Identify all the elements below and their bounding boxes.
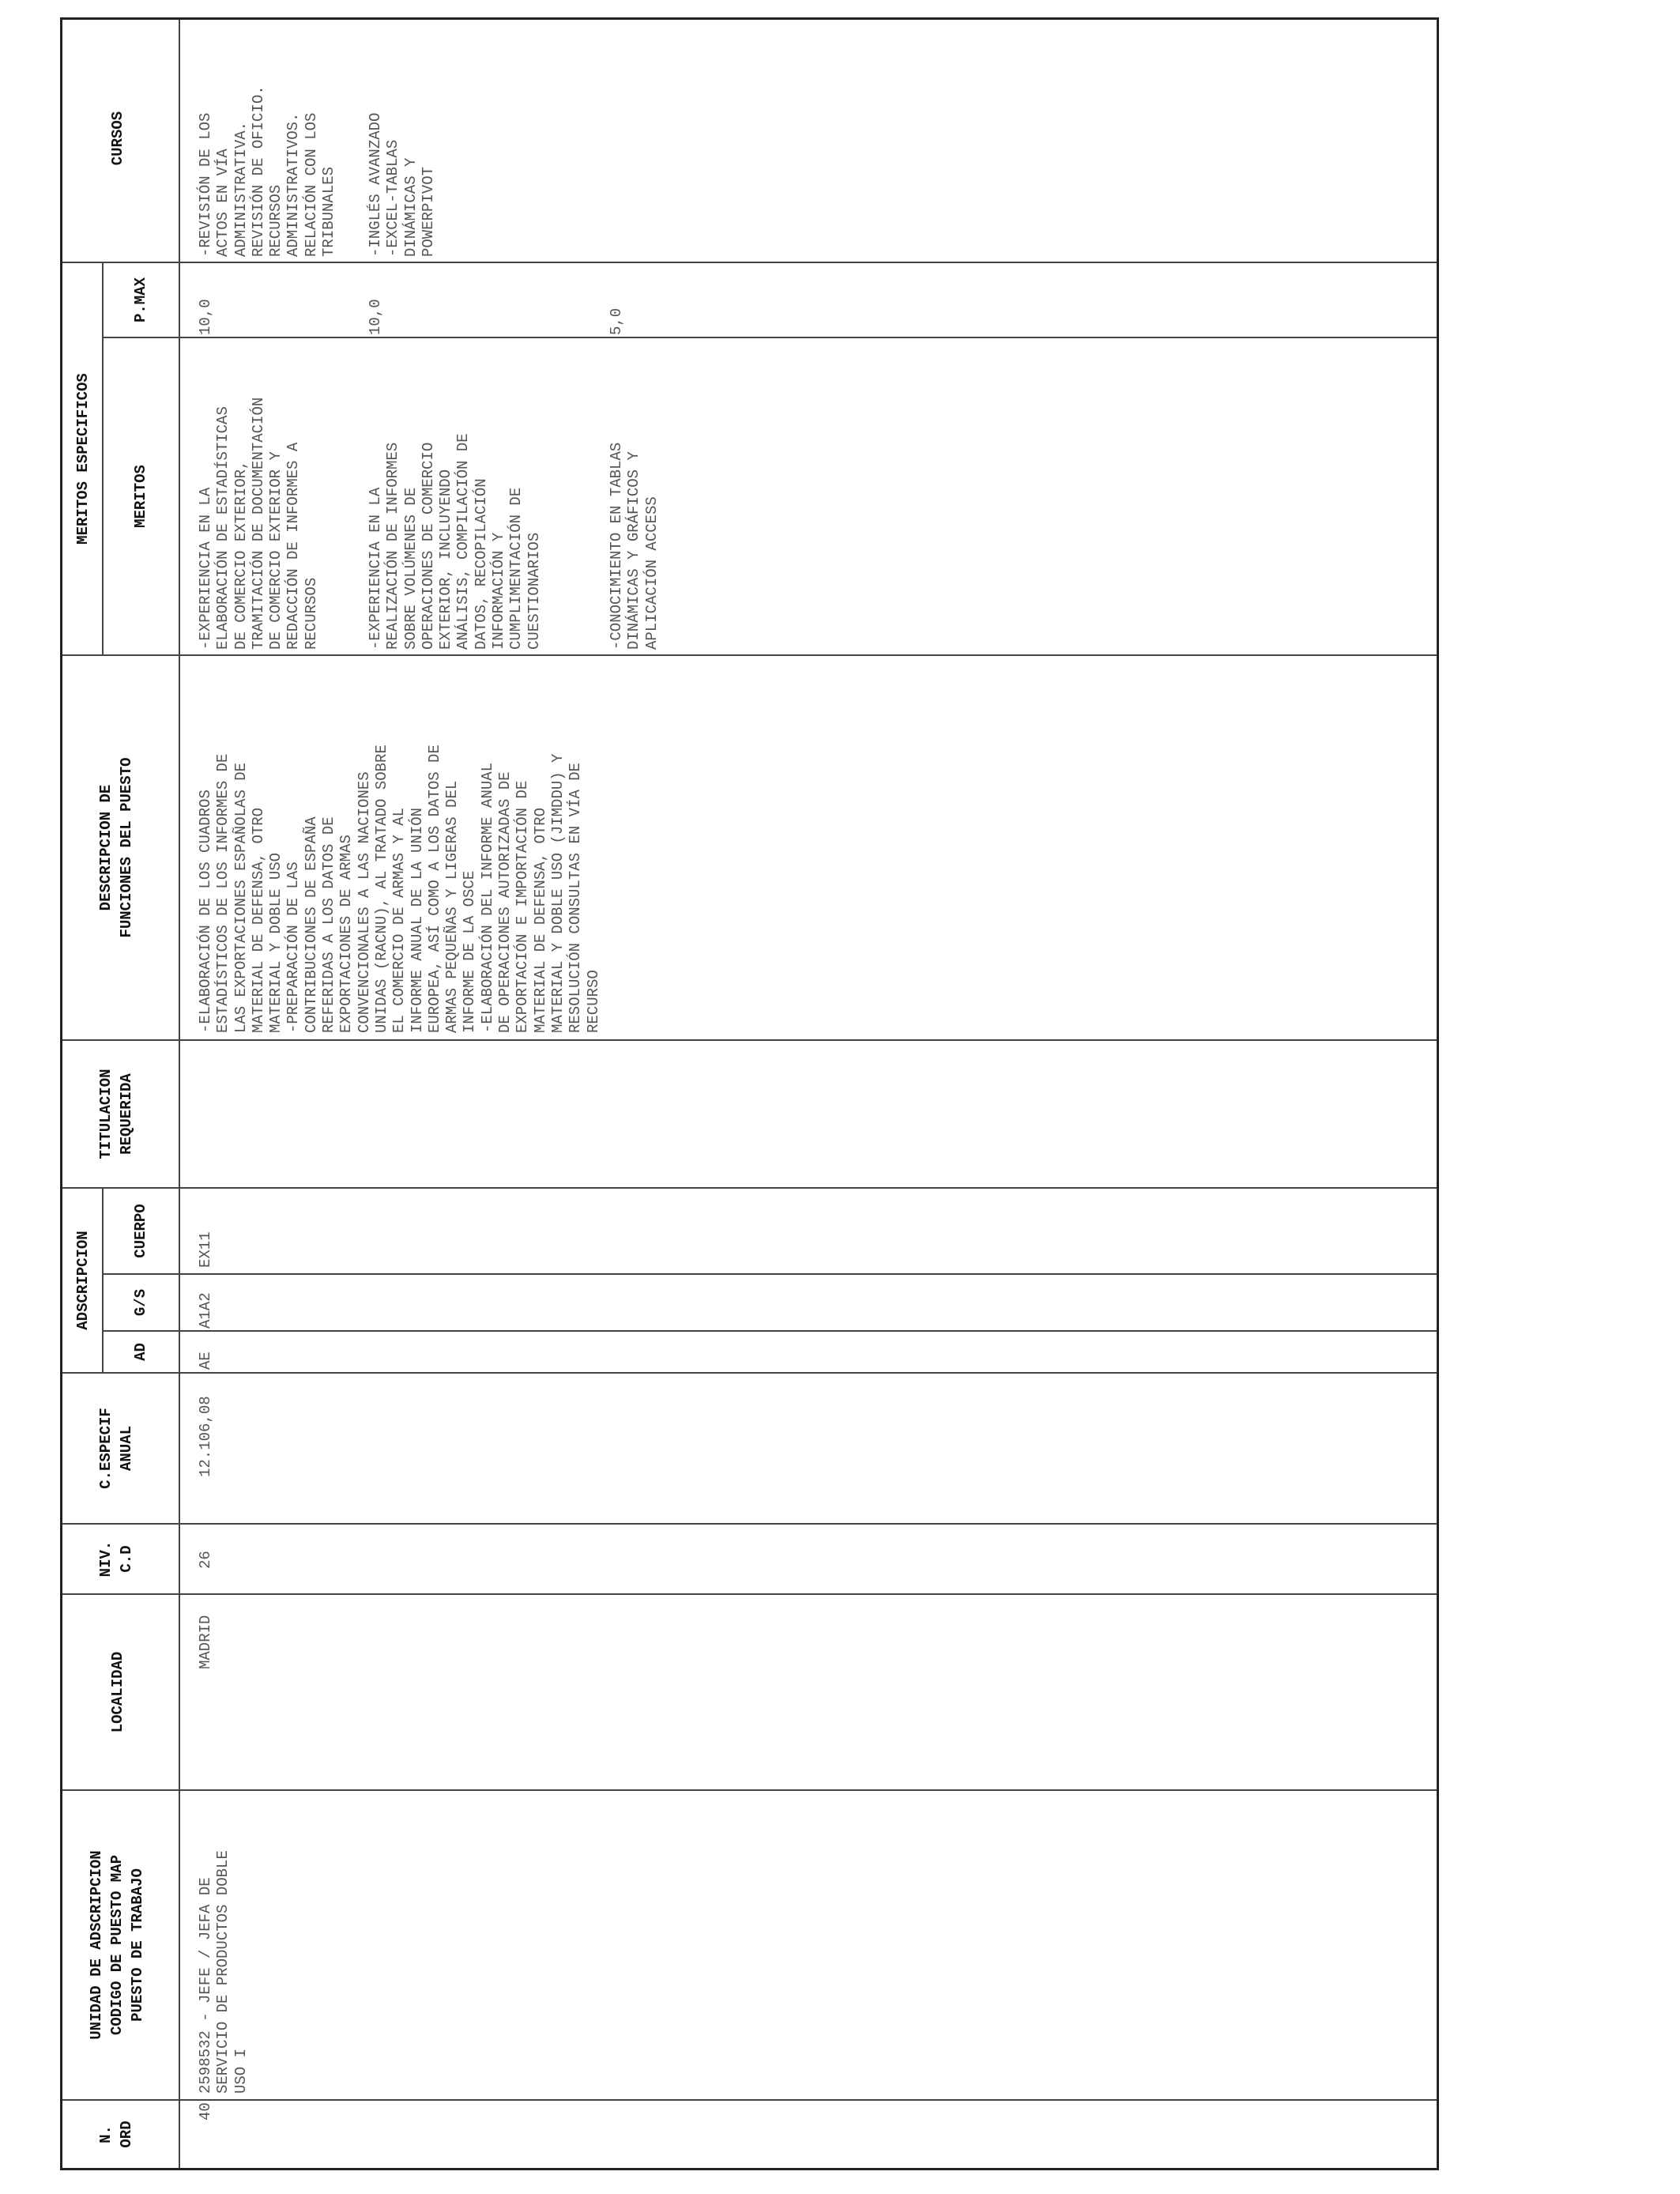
table-frame (60, 17, 1439, 2170)
header-meritos: MERITOS (132, 465, 149, 528)
subheader-divider (102, 263, 104, 656)
header-unidad: UNIDAD DE ADSCRIPCION CODIGO DE PUESTO MAP PUESTO DE TRABAJO (88, 1850, 146, 2040)
header-adscripcion: ADSCRIPCION (74, 1231, 92, 1330)
row-localidad: MADRID (197, 1615, 214, 1669)
col-divider (62, 654, 1437, 656)
row-merito-3: -CONOCIMIENTO EN TABLAS DINÁMICAS Y GRÁFICOS Y APLICACIÓN ACCESS (608, 442, 661, 650)
row-nivel: 26 (197, 1551, 214, 1569)
col-divider (62, 1372, 1437, 1374)
row-merito-2: -EXPERIENCIA EN LA REALIZACIÓN DE INFORMES SOBRE VOLÚMENES DE OPERACIONES DE COMERCIO EXTERIOR, INCLUYENDO ANÁLISIS, COMPILACIÓN DE DATOS, RECOPILACIÓN INFORMACIÓN Y CUMPLIMENTACIÓN DE CUESTIONARIOS (367, 433, 543, 650)
col-divider (102, 1330, 1437, 1332)
row-p-max-2: 10,0 (367, 299, 384, 335)
header-divider (179, 20, 180, 2168)
header-n-ord: N. ORD (97, 2120, 135, 2148)
subheader-divider (102, 1189, 104, 1374)
row-cuerpo: EX11 (197, 1231, 214, 1268)
header-titulacion: TITULACION REQUERIDA (97, 1069, 135, 1159)
col-divider (102, 1273, 1437, 1275)
header-cursos: CURSOS (109, 111, 126, 166)
row-unidad: 2598532 - JEFE / JEFA DE SERVICIO DE PRODUCTOS DOBLE USO I (197, 1850, 250, 2094)
col-divider (62, 1789, 1437, 1791)
row-curso-1: -REVISIÓN DE LOS ACTOS EN VÍA ADMINISTRATIVA. REVISIÓN DE OFICIO. RECURSOS ADMINISTRATIVOS. RELACIÓN CON LOS TRIBUNALES (197, 85, 338, 257)
row-p-max-3: 5,0 (608, 307, 625, 335)
row-descripcion: -ELABORACIÓN DE LOS CUADROS ESTADÍSTICOS DE LOS INFORMES DE LAS EXPORTACIONES ESPAÑOLAS DE MATERIAL DE DEFENSA, OTRO MATERIAL Y DOBLE USO -PREPARACIÓN DE LAS CONTRIBUCIONES DE ESPAÑA REFERIDAS A LOS DATOS DE EXPORTACIONES DE ARMAS CONVENCIONALES A LAS NACIONES UNIDAS (RACNU), AL TRATADO SOBRE EL COMERCIO DE ARMAS Y AL INFORME ANUAL DE LA UNIÓN EUROPEA, ASÍ COMO A LOS DATOS DE ARMAS PEQUEÑAS Y LIGERAS DEL INFORME DE LA OSCE -ELABORACIÓN DEL INFORME ANUAL DE OPERACIONES AUTORIZADAS DE EXPORTACIÓN E IMPORTACIÓN DE MATERIAL DE DEFENSA, OTRO MATERIAL Y DOBLE USO (JIMDDU) Y RESOLUCIÓN CONSULTAS EN VÍA DE RECURSO (197, 745, 602, 1033)
row-ad: AE (197, 1351, 214, 1370)
row-merito-1: -EXPERIENCIA EN LA ELABORACIÓN DE ESTADÍSTICAS DE COMERCIO EXTERIOR, TRAMITACIÓN DE DOCUMENTACIÓN DE COMERCIO EXTERIOR Y REDACCIÓN DE INFORMES A RECURSOS (197, 397, 320, 650)
header-ad: AD (132, 1343, 149, 1361)
col-divider (62, 1039, 1437, 1041)
row-n-ord: 40 (197, 2102, 214, 2120)
col-divider (62, 1187, 1437, 1189)
header-p-max: P.MAX (132, 277, 149, 323)
header-c-especif: C.ESPECIF ANUAL (97, 1408, 135, 1489)
header-gs: G/S (132, 1288, 149, 1317)
col-divider (62, 1523, 1437, 1525)
row-curso-2: -INGLÉS AVANZADO -EXCEL-TABLAS DINÁMICAS Y POWERPIVOT (367, 112, 437, 257)
header-nivel: NIV. C.D (97, 1540, 135, 1578)
col-divider (102, 337, 1437, 338)
row-c-especif: 12.106,08 (197, 1396, 214, 1477)
header-cuerpo: CUERPO (132, 1204, 149, 1258)
header-localidad: LOCALIDAD (109, 1651, 126, 1733)
header-meritos-especificos: MERITOS ESPECIFICOS (74, 373, 92, 545)
header-descripcion: DESCRIPCION DE FUNCIONES DEL PUESTO (97, 757, 135, 938)
col-divider (62, 1593, 1437, 1595)
col-divider (62, 2099, 1437, 2101)
row-gs: A1A2 (197, 1292, 214, 1329)
col-divider (62, 262, 1437, 263)
row-p-max-1: 10,0 (197, 299, 214, 335)
